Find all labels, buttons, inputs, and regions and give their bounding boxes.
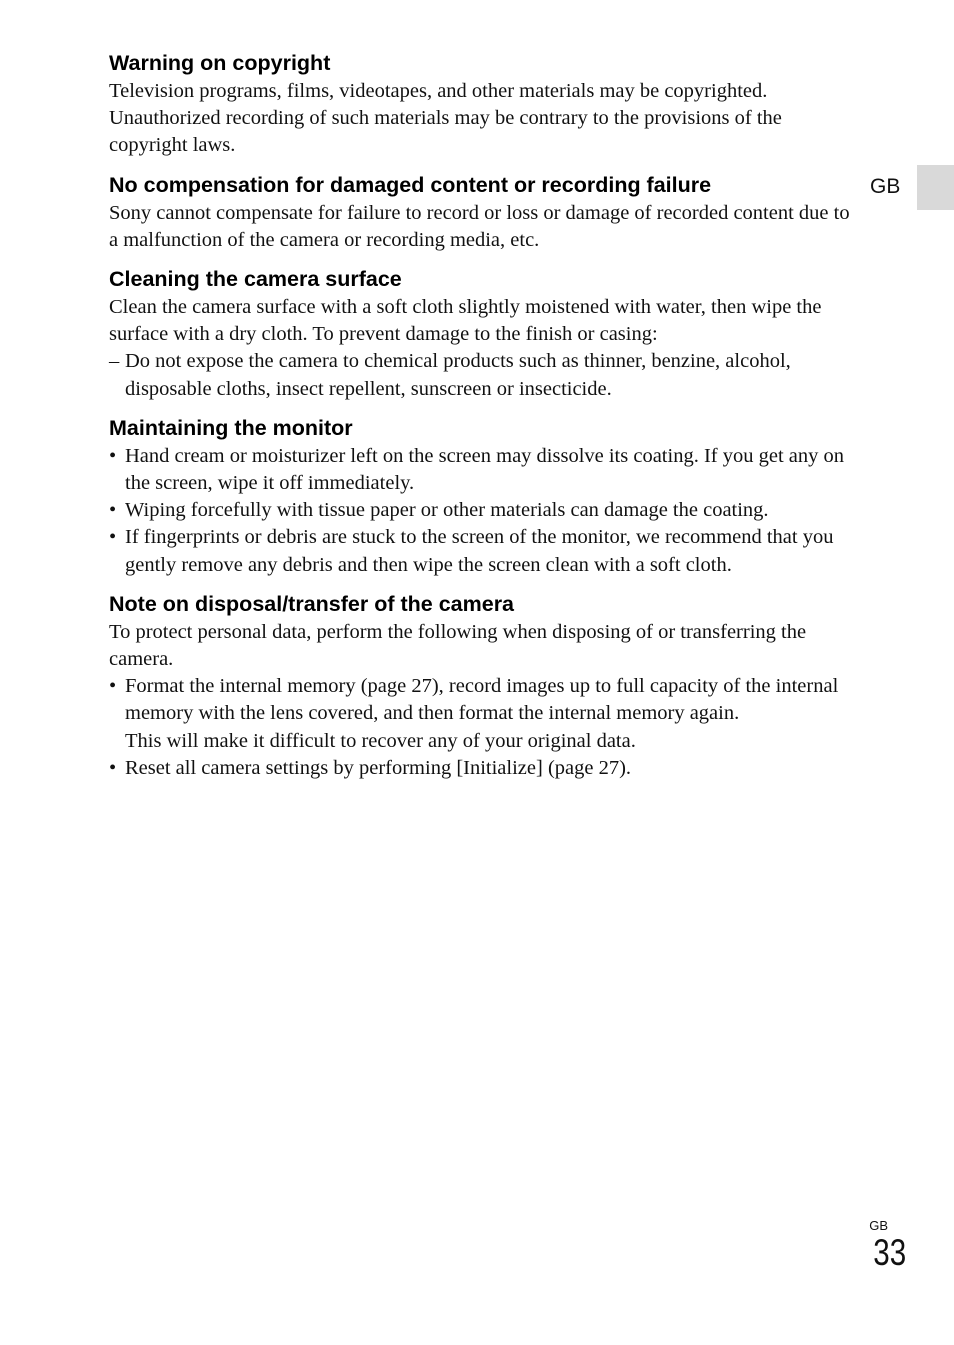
bullet-item-text: Wiping forcefully with tissue paper or other materials can damage the coating. <box>125 499 769 522</box>
section-heading: No compensation for damaged content or recording failure <box>109 172 712 197</box>
page-number: 33 <box>873 1232 906 1273</box>
section-paragraph: Sony cannot compensate for failure to record or loss or damage of recorded content due to a malfunction of the camera or recording media, etc. <box>109 201 850 251</box>
bullet-item-note: This will make it difficult to recover any of your original data. <box>125 729 636 752</box>
bullet-marker: • <box>109 756 117 779</box>
bullet-item-text: Reset all camera settings by performing [Initialize] (page 27). <box>125 756 632 779</box>
section-paragraph: To protect personal data, perform the following when disposing of or transferring the camera. <box>109 620 807 671</box>
bullet-marker: • <box>109 499 117 522</box>
bullet-list-item <box>109 443 861 497</box>
section-monitor <box>109 413 861 579</box>
section-disposal <box>109 589 861 782</box>
bullet-marker: • <box>109 675 117 698</box>
bullet-item-text: Hand cream or moisturizer left on the screen may dissolve its coating. If you get any on the screen, wipe it off immediately. <box>125 444 844 495</box>
page-language-label: GB <box>869 1218 888 1233</box>
bullet-marker: • <box>109 526 117 549</box>
section-heading: Warning on copyright <box>109 51 331 75</box>
bullet-list-item <box>109 497 861 524</box>
bullet-marker: • <box>109 444 117 467</box>
section-paragraph: Television programs, films, videotapes, and other materials may be copyrighted. Unauthorized recording of such materials may be contrary to the provisions of the copyright laws. <box>109 80 782 157</box>
section-cleaning <box>109 264 861 403</box>
language-label: GB <box>870 175 901 198</box>
bullet-item-text: If fingerprints or debris are stuck to the screen of the monitor, we recommend that you gently remove any debris and then wipe the screen clean with a soft cloth. <box>125 526 834 576</box>
bullet-list-item <box>109 524 861 578</box>
section-heading: Cleaning the camera surface <box>109 267 402 292</box>
page-content <box>109 48 861 792</box>
section-no-compensation <box>109 170 861 254</box>
bullet-item-text: Format the internal memory (page 27), record images up to full capacity of the internal memory with the lens covered, and then format the internal memory again. <box>125 675 839 725</box>
section-copyright <box>109 48 861 160</box>
bullet-list-item <box>109 673 861 755</box>
dash-marker: – <box>109 350 120 373</box>
section-paragraph: Clean the camera surface with a soft cloth slightly moistened with water, then wipe the surface with a dry cloth. To prevent damage to the finish or casing: <box>109 296 822 346</box>
bullet-list-item <box>109 755 861 782</box>
dash-list-item <box>109 348 861 402</box>
language-tab <box>917 165 954 210</box>
section-heading: Maintaining the monitor <box>109 415 353 440</box>
section-heading: Note on disposal/transfer of the camera <box>109 591 515 616</box>
dash-item-text: Do not expose the camera to chemical products such as thinner, benzine, alcohol, disposable cloths, insect repellent, sunscreen or insecticide. <box>125 350 791 400</box>
